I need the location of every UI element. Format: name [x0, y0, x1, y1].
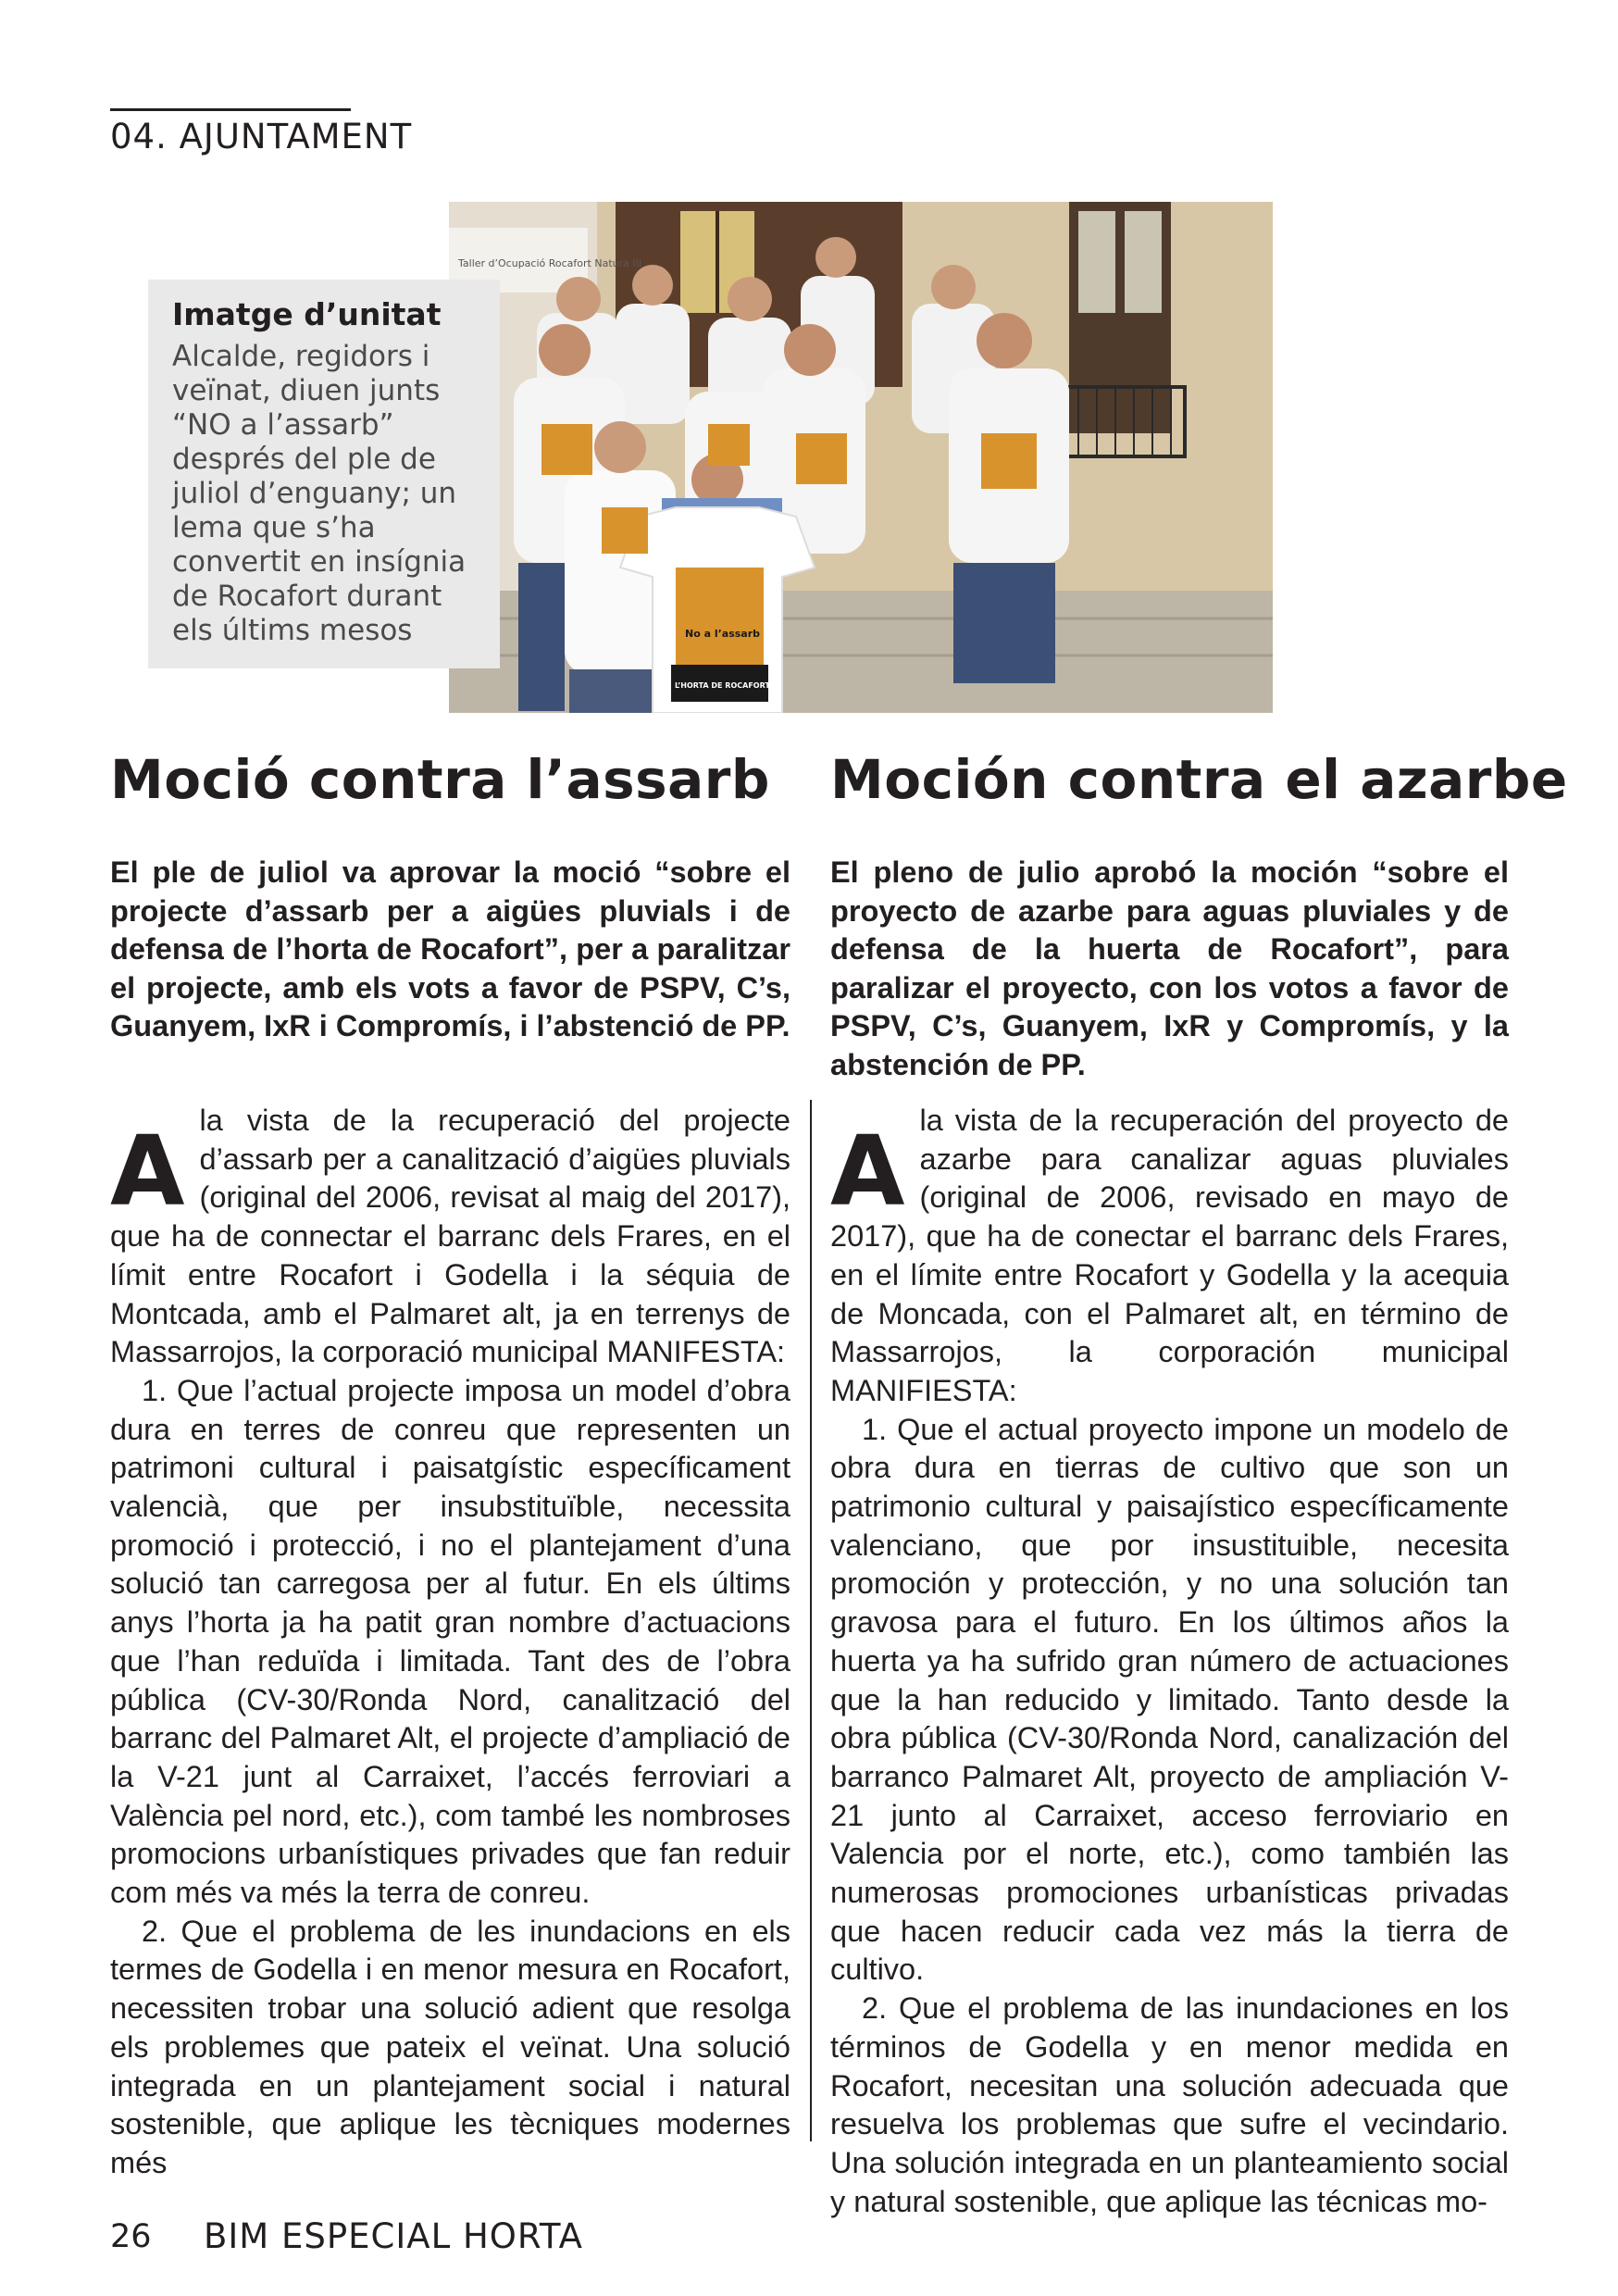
lead-valencian: El ple de juliol va aprovar la moció “sobre el projecte d’assarb per a aigües pluvials i de defensa de l’horta de Rocafort”, per a paralitzar el projecte, amb els vots a favor de PSPV, C’s, Guanyem, IxR i Compromís, i l’abstenció de PP.	[110, 855, 790, 1042]
photo-caption	[148, 280, 500, 668]
dropcap-spanish: A	[830, 1115, 905, 1228]
body-spanish-para-2: 1. Que el actual proyecto impone un modelo de obra dura en tierras de cultivo que son un patrimonio cultural y paisajístico específicamente valenciano, que por insustituible, necesita promoción y protección, y no una solución tan gravosa para el futuro. En los últimos años la huerta ya ha sufrido gran número de actuaciones que la han reducido y limitado. Tanto desde la obra pública (CV-30/Ronda Nord, canalización del barranco Palmaret Alt, proyecto de ampliación V-21 junto al Carraixet, acceso ferroviario en Valencia por el norte, etc.), como también las numerosas promociones urbanísticas privadas que hacen reducir cada vez más la tierra de cultivo.	[830, 1412, 1509, 1987]
body-valencian-para-3: 2. Que el problema de les inundacions en els termes de Godella i en menor mesura en Rocafort, necessiten trobar una solució adient que resolga els problemes que pateix el veïnat. Una solució integrada en un plantejament social i natural sostenible, que aplique les tècniques modernes més	[110, 1914, 790, 2179]
shirt-slogan: No a l’assarb	[685, 628, 761, 640]
group-photo	[449, 202, 1273, 713]
body-valencian-para-1-text: la vista de la recuperació del projecte d’assarb per a canalització d’aigües pluvials (original del 2006, revisat al maig del 2017), que ha de connectar el barranc dels Frares, en el límit entre Rocafort i Godella i la séquia de Montcada, amb el Palmaret alt, ja en terrenys de Massarrojos, la corporació municipal MANIFESTA:	[110, 1104, 790, 1369]
body-spanish-para-1	[830, 1102, 1509, 1411]
body-spanish	[830, 1102, 1509, 2221]
publication-title: BIM ESPECIAL HORTA	[204, 2216, 583, 2256]
body-valencian-para-2: 1. Que l’actual projecte imposa un model d’obra dura en terres de conreu que representen un patrimoni cultural i paisatgístic específicament valencià, que per insubstituïble, necessita promoció i protecció, i no el plantejament d’una solució tan carregosa per al futur. En els últims anys l’horta ja ha patit gran nombre d’actuacions que l’han reduïda i limitada. Tant des de l’obra pública (CV-30/Ronda Nord, canalització del barranc del Palmaret Alt, el projecte d’ampliació de la V-21 junt al Carraixet, l’accés ferroviari a València pel nord, etc.), com també les nombroses promocions urbanístiques privades que fan reduir com més va més la terra de conreu.	[110, 1373, 790, 1910]
section-rule	[110, 108, 351, 111]
page-number: 26	[110, 2218, 152, 2255]
body-spanish-para-3: 2. Que el problema de las inundaciones en los términos de Godella y en menor medida en Rocafort, necesitan una solución adecuada que resuelva los problemas que sufre el vecindario. Una solución integrada en un planteamiento social y natural sostenible, que aplique las técnicas mo-	[830, 1991, 1509, 2218]
shirt-logo-text: L’HORTA DE ROCAFORT	[675, 681, 770, 690]
body-spanish-para-1-text: la vista de la recuperación del proyecto de azarbe para canalizar aguas pluviales (original de 2006, revisado en mayo de 2017), que ha de conectar el barranc dels Frares, en el límite entre Rocafort y Godella y la acequia de Moncada, con el Palmaret alt, en término de Massarrojos, la corporación municipal MANIFIESTA:	[830, 1104, 1509, 1407]
caption-title: Imatge d’unitat	[172, 296, 442, 332]
body-valencian-para-1	[110, 1102, 790, 1372]
headline-valencian: Moció contra l’assarb	[110, 748, 770, 811]
dropcap-valencian: A	[110, 1115, 185, 1228]
body-valencian	[110, 1102, 790, 2183]
headline-spanish: Moción contra el azarbe	[830, 748, 1568, 811]
building-sign: Taller d’Ocupació Rocafort Natura III	[458, 257, 642, 269]
lead-spanish: El pleno de julio aprobó la moción “sobre el proyecto de azarbe para aguas pluviales y de defensa de la huerta de Rocafort”, para paralizar el proyecto, con los votos a favor de PSPV, C’s, Guanyem, IxR y Compromís, y la abstención de PP.	[830, 855, 1509, 1081]
section-label: 04. AJUNTAMENT	[110, 117, 413, 156]
column-divider	[810, 1100, 812, 2141]
caption-text: Alcalde, regidors i veïnat, diuen junts “NO a l’assarb” després del ple de juliol d’enguany; un lema que s’ha convertit en insígnia de Rocafort durant els últims mesos	[172, 340, 467, 647]
group-photo-illustration	[449, 202, 1273, 713]
